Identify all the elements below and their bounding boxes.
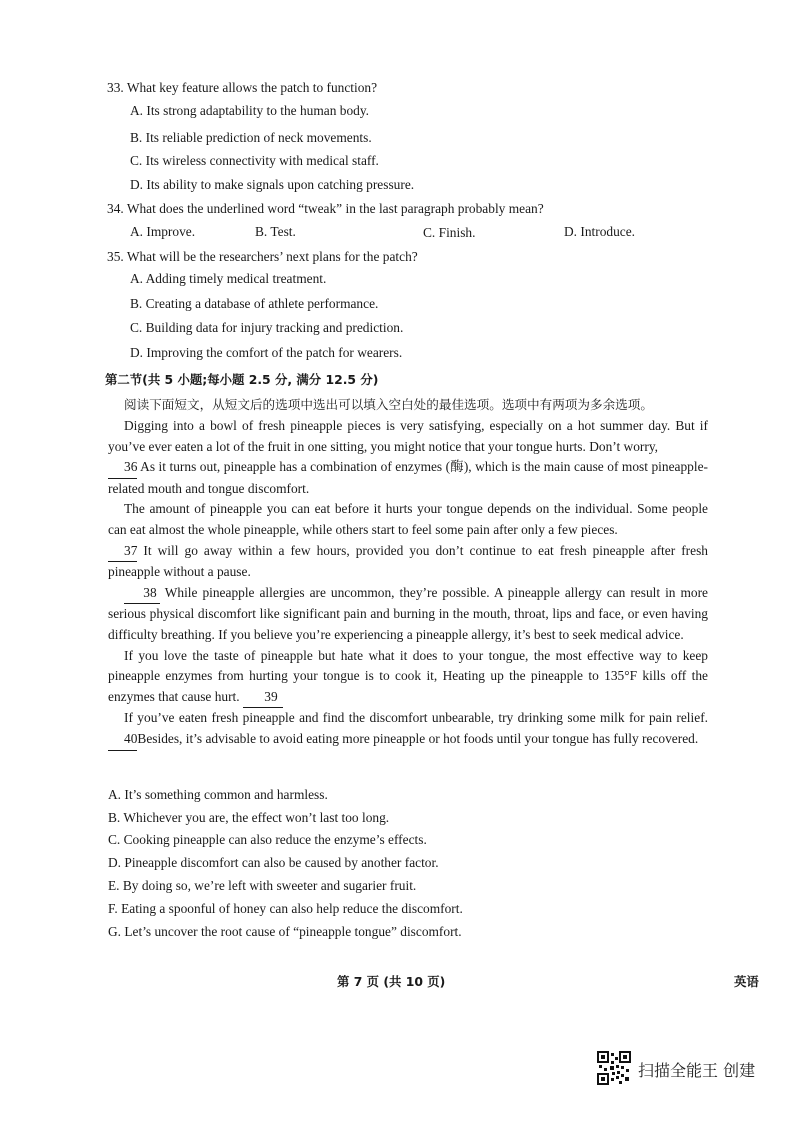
blank-39: 39 <box>243 687 283 709</box>
paragraph-1-text-after: As it turns out, pineapple has a combination of enzymes (酶), which is the main cause of most pineapple-related mouth and tongue discomfort. <box>108 459 708 496</box>
paragraph-5-text-before: If you’ve eaten fresh pineapple and find the discomfort unbearable, try drinking some milk for pain relief. <box>124 710 708 726</box>
choice-f: F. Eating a spoonful of honey can also help reduce the discomfort. <box>108 901 463 916</box>
paragraph-1-text-before: Digging into a bowl of fresh pineapple pieces is very satisfying, especially on a hot summer day. But if you’ve ever eaten a lot of the fruit in one sitting, you might notice that your tongue hurts. Don’t worry, <box>108 418 708 454</box>
section-2-title: 第二节(共 5 小题;每小题 2.5 分, 满分 12.5 分) <box>105 372 379 387</box>
question-33-option-b: B. Its reliable prediction of neck movements. <box>130 130 372 145</box>
paragraph-3-text: While pineapple allergies are uncommon, they’re possible. A pineapple allergy can result in more serious physical discomfort like significant pain and burning in the mouth, throat, lips and face, or even having difficulty breathing. If you believe you’re experiencing a pineapple allergy, it’s best to seek medical advice. <box>108 584 708 642</box>
question-35-option-d: D. Improving the comfort of the patch for wearers. <box>130 345 403 360</box>
question-34-option-a: A. Improve. <box>130 224 196 239</box>
question-33-option-a: A. Its strong adaptability to the human body. <box>130 103 370 118</box>
question-35-option-a: A. Adding timely medical treatment. <box>130 271 327 286</box>
choice-d: D. Pineapple discomfort can also be caused by another factor. <box>108 855 439 870</box>
question-34-option-b: B. Test. <box>255 224 296 239</box>
paragraph-2-text-after: It will go away within a few hours, provided you don’t continue to eat fresh pineapple after fresh pineapple without a pause. <box>108 542 708 580</box>
passage-paragraph-5 <box>108 708 708 750</box>
question-34-stem: 34. What does the underlined word “tweak” in the last paragraph probably mean? <box>107 201 544 216</box>
choice-g: G. Let’s uncover the root cause of “pineapple tongue” discomfort. <box>108 924 462 939</box>
passage <box>108 416 708 751</box>
blank-38: 38 <box>124 583 160 605</box>
paragraph-4-text: If you love the taste of pineapple but hate what it does to your tongue, the most effective way to keep pineapple enzymes from hurting your tongue is to cook it, Heating up the pineapple to 135°F kills off the enzymes that cause hurt. <box>108 647 708 704</box>
scanner-watermark: 扫描全能王 创建 <box>638 1061 756 1080</box>
paragraph-5-text-after: Besides, it’s advisable to avoid eating more pineapple or hot foods until your tongue has fully recovered. <box>137 730 699 746</box>
passage-paragraph-2 <box>108 499 708 582</box>
choice-b: B. Whichever you are, the effect won’t last too long. <box>108 810 390 825</box>
question-35-option-c: C. Building data for injury tracking and prediction. <box>130 320 404 335</box>
section-2-instructions: 阅读下面短文，从短文后的选项中选出可以填入空白处的最佳选项。选项中有两项为多余选项。 <box>124 397 653 412</box>
blank-40: 40 <box>108 729 137 751</box>
passage-paragraph-4 <box>108 646 708 709</box>
question-34-option-c: C. Finish. <box>423 225 476 240</box>
choice-e: E. By doing so, we’re left with sweeter and sugarier fruit. <box>108 878 417 893</box>
question-35-option-b: B. Creating a database of athlete performance. <box>130 296 379 311</box>
blank-37: 37 <box>108 541 137 563</box>
choice-c: C. Cooking pineapple can also reduce the enzyme’s effects. <box>108 832 427 847</box>
passage-paragraph-3 <box>108 583 708 646</box>
choice-a: A. It’s something common and harmless. <box>108 787 328 802</box>
question-33-option-d: D. Its ability to make signals upon catching pressure. <box>130 177 415 192</box>
qr-code-icon <box>597 1051 631 1085</box>
blank-36: 36 <box>108 457 137 479</box>
question-33-stem: 33. What key feature allows the patch to function? <box>107 80 378 95</box>
question-34-option-d: D. Introduce. <box>564 224 636 239</box>
passage-paragraph-1 <box>108 416 708 499</box>
question-35-stem: 35. What will be the researchers’ next plans for the patch? <box>107 249 418 264</box>
question-33-option-c: C. Its wireless connectivity with medical staff. <box>130 153 379 168</box>
paragraph-2-text-before: The amount of pineapple you can eat before it hurts your tongue depends on the individual. Some people can eat almost the whole pineapple, while others start to feel some pain after only a few pieces. <box>108 501 708 537</box>
subject-label: 英语 <box>734 974 759 989</box>
page-number: 第 7 页 (共 10 页) <box>337 974 446 989</box>
